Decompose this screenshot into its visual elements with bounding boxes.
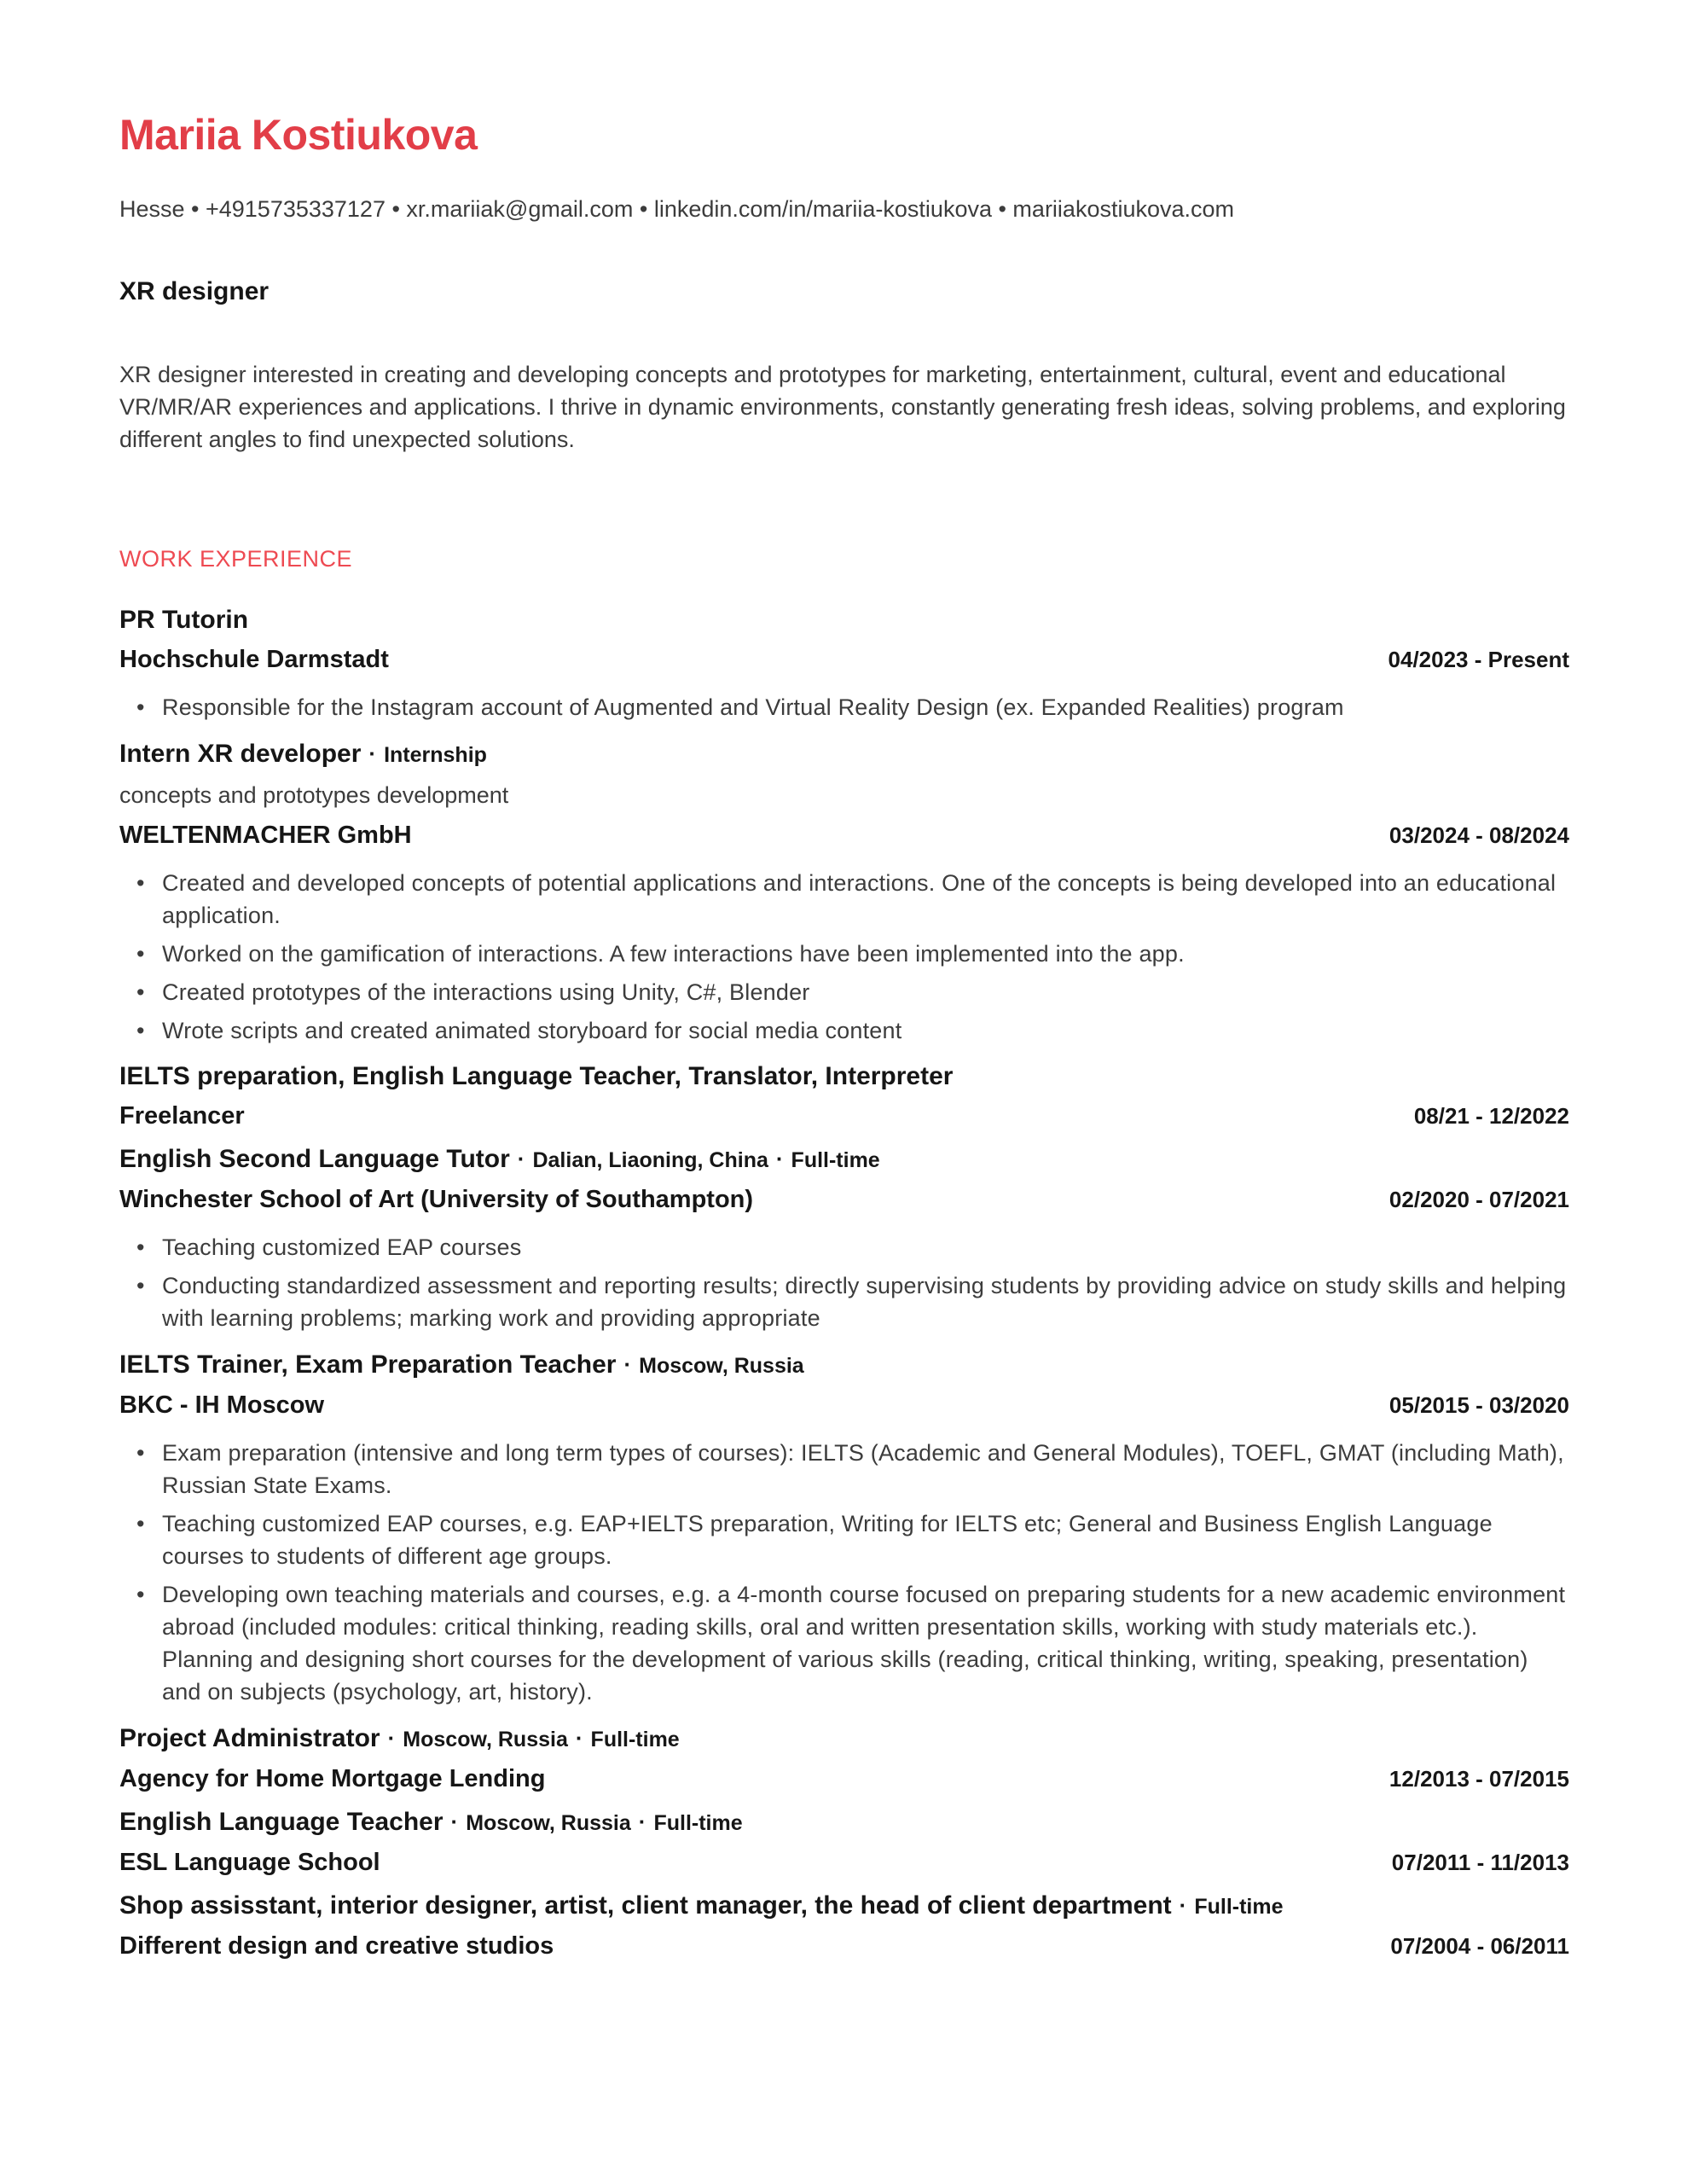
company-row [119, 1759, 1569, 1798]
bullet-item: • Developing own teaching materials and courses, e.g. a 4-month course focused on preparing students for a new academic environment abroad (included modules: critical thinking, reading skills, oral and written presentation skills, working with study materials etc.). Planning and designing short courses for the development of various skills (reading, critical thinking, writing, speaking, presentation) and on subjects (psychology, art, history). [119, 1578, 1569, 1708]
bullet-item: • Wrote scripts and created animated storyboard for social media content [119, 1014, 1569, 1047]
job-meta: Internship [384, 743, 487, 767]
job-title-text: PR Tutorin [119, 606, 249, 634]
dot-separator: · [387, 1725, 396, 1751]
bullet-item: • Responsible for the Instagram account of Augmented and Virtual Reality Design (ex. Expanded Realities) program [119, 691, 1569, 723]
date-range: 12/2013 - 07/2015 [1388, 1766, 1569, 1792]
bullet-item: • Worked on the gamification of interactions. A few interactions have been implemented into the app. [119, 938, 1569, 970]
company-row [119, 1843, 1569, 1882]
experience-entry [119, 1345, 1569, 1708]
dot-separator: · [638, 1809, 646, 1834]
role-title: XR designer [119, 277, 270, 305]
company-row [119, 816, 1569, 855]
dot-separator: · [575, 1725, 583, 1751]
company-name: Different design and creative studios [119, 1932, 554, 1960]
dot-separator: · [450, 1809, 459, 1834]
summary-paragraph: XR designer interested in creating and developing concepts and prototypes for marketing, entertainment, cultural, event and educational VR/MR/AR experiences and applications. I thrive in dynamic environments, constantly generating fresh ideas, solving problems, and exploring different angles to find unexpected solutions. [119, 362, 1566, 452]
experience-entry [119, 1802, 1569, 1882]
company-name: WELTENMACHER GmbH [119, 822, 412, 849]
job-meta: Full-time [791, 1148, 880, 1172]
job-meta: Moscow, Russia [466, 1811, 631, 1835]
experience-entry [119, 734, 1569, 1047]
company-row [119, 1096, 1569, 1136]
experience-entry [119, 1139, 1569, 1334]
dot-separator: · [1179, 1892, 1187, 1918]
job-meta: Moscow, Russia [403, 1728, 568, 1751]
job-title [119, 1802, 1569, 1843]
date-range: 04/2023 - Present [1388, 647, 1569, 672]
job-title-text: IELTS Trainer, Exam Preparation Teacher [119, 1350, 617, 1379]
job-title-text: Project Administrator [119, 1724, 380, 1752]
date-range: 07/2011 - 11/2013 [1391, 1850, 1569, 1875]
company-name: Hochschule Darmstadt [119, 646, 389, 673]
company-name: Winchester School of Art (University of Southampton) [119, 1186, 754, 1213]
job-meta: Full-time [653, 1811, 743, 1835]
job-title [119, 1345, 1569, 1385]
company-row [119, 640, 1569, 679]
dot-separator: · [775, 1146, 784, 1171]
bullet-item: • Conducting standardized assessment and reporting results; directly supervising students by providing advice on study skills and helping with learning problems; marking work and providing appropriate [119, 1269, 1569, 1334]
job-title-text: IELTS preparation, English Language Teacher, Translator, Interpreter [119, 1062, 954, 1090]
date-range: 03/2024 - 08/2024 [1388, 822, 1569, 848]
job-title [119, 1885, 1569, 1926]
bullet-item: • Exam preparation (intensive and long term types of courses): IELTS (Academic and General Modules), TOEFL, GMAT (including Math), Russian State Exams. [119, 1437, 1569, 1502]
date-range: 08/21 - 12/2022 [1413, 1103, 1569, 1129]
company-name: Freelancer [119, 1102, 245, 1130]
experience-entry [119, 1885, 1569, 1966]
job-title-text: English Language Teacher [119, 1808, 443, 1836]
job-title [119, 1718, 1569, 1759]
person-name: Mariia Kostiukova [119, 111, 478, 159]
date-range: 02/2020 - 07/2021 [1388, 1187, 1569, 1212]
company-name: ESL Language School [119, 1849, 380, 1876]
dot-separator: · [623, 1351, 632, 1377]
experience-entry [119, 1718, 1569, 1798]
job-meta: Moscow, Russia [639, 1354, 804, 1378]
date-range: 07/2004 - 06/2011 [1390, 1933, 1569, 1959]
company-row [119, 1180, 1569, 1219]
company-row [119, 1385, 1569, 1425]
dot-separator: · [368, 741, 377, 766]
bullet-list [119, 1437, 1569, 1708]
job-title [119, 1057, 1569, 1096]
job-title-text: Shop assisstant, interior designer, artist, client manager, the head of client department [119, 1891, 1172, 1920]
contact-line: Hesse • +4915735337127 • xr.mariiak@gmail.com • linkedin.com/in/mariia-kostiukova • mariiakostiukova.com [119, 196, 1235, 222]
job-title-text: English Second Language Tutor [119, 1145, 510, 1173]
dot-separator: · [517, 1146, 525, 1171]
job-meta: Full-time [590, 1728, 680, 1751]
bullet-item: • Created prototypes of the interactions using Unity, C#, Blender [119, 976, 1569, 1008]
experience-entry [119, 1057, 1569, 1136]
job-title [119, 734, 1569, 775]
company-name: Agency for Home Mortgage Lending [119, 1765, 546, 1792]
bullet-list [119, 1231, 1569, 1334]
job-meta: Dalian, Liaoning, China [532, 1148, 768, 1172]
company-name: BKC - IH Moscow [119, 1391, 325, 1419]
section-title-work-experience: WORK EXPERIENCE [119, 546, 353, 572]
date-range: 05/2015 - 03/2020 [1388, 1392, 1569, 1418]
job-meta: Full-time [1194, 1895, 1284, 1919]
experience-entry [119, 601, 1569, 723]
company-row [119, 1926, 1569, 1966]
bullet-list [119, 867, 1569, 1047]
bullet-item: • Teaching customized EAP courses [119, 1231, 1569, 1263]
bullet-list [119, 691, 1569, 723]
job-note: concepts and prototypes development [119, 782, 509, 808]
job-title-text: Intern XR developer [119, 740, 362, 768]
bullet-item: • Teaching customized EAP courses, e.g. EAP+IELTS preparation, Writing for IELTS etc; General and Business English Language courses to students of different age groups. [119, 1507, 1569, 1572]
job-title [119, 601, 1569, 640]
job-title [119, 1139, 1569, 1180]
bullet-item: • Created and developed concepts of potential applications and interactions. One of the concepts is being developed into an educational application. [119, 867, 1569, 932]
